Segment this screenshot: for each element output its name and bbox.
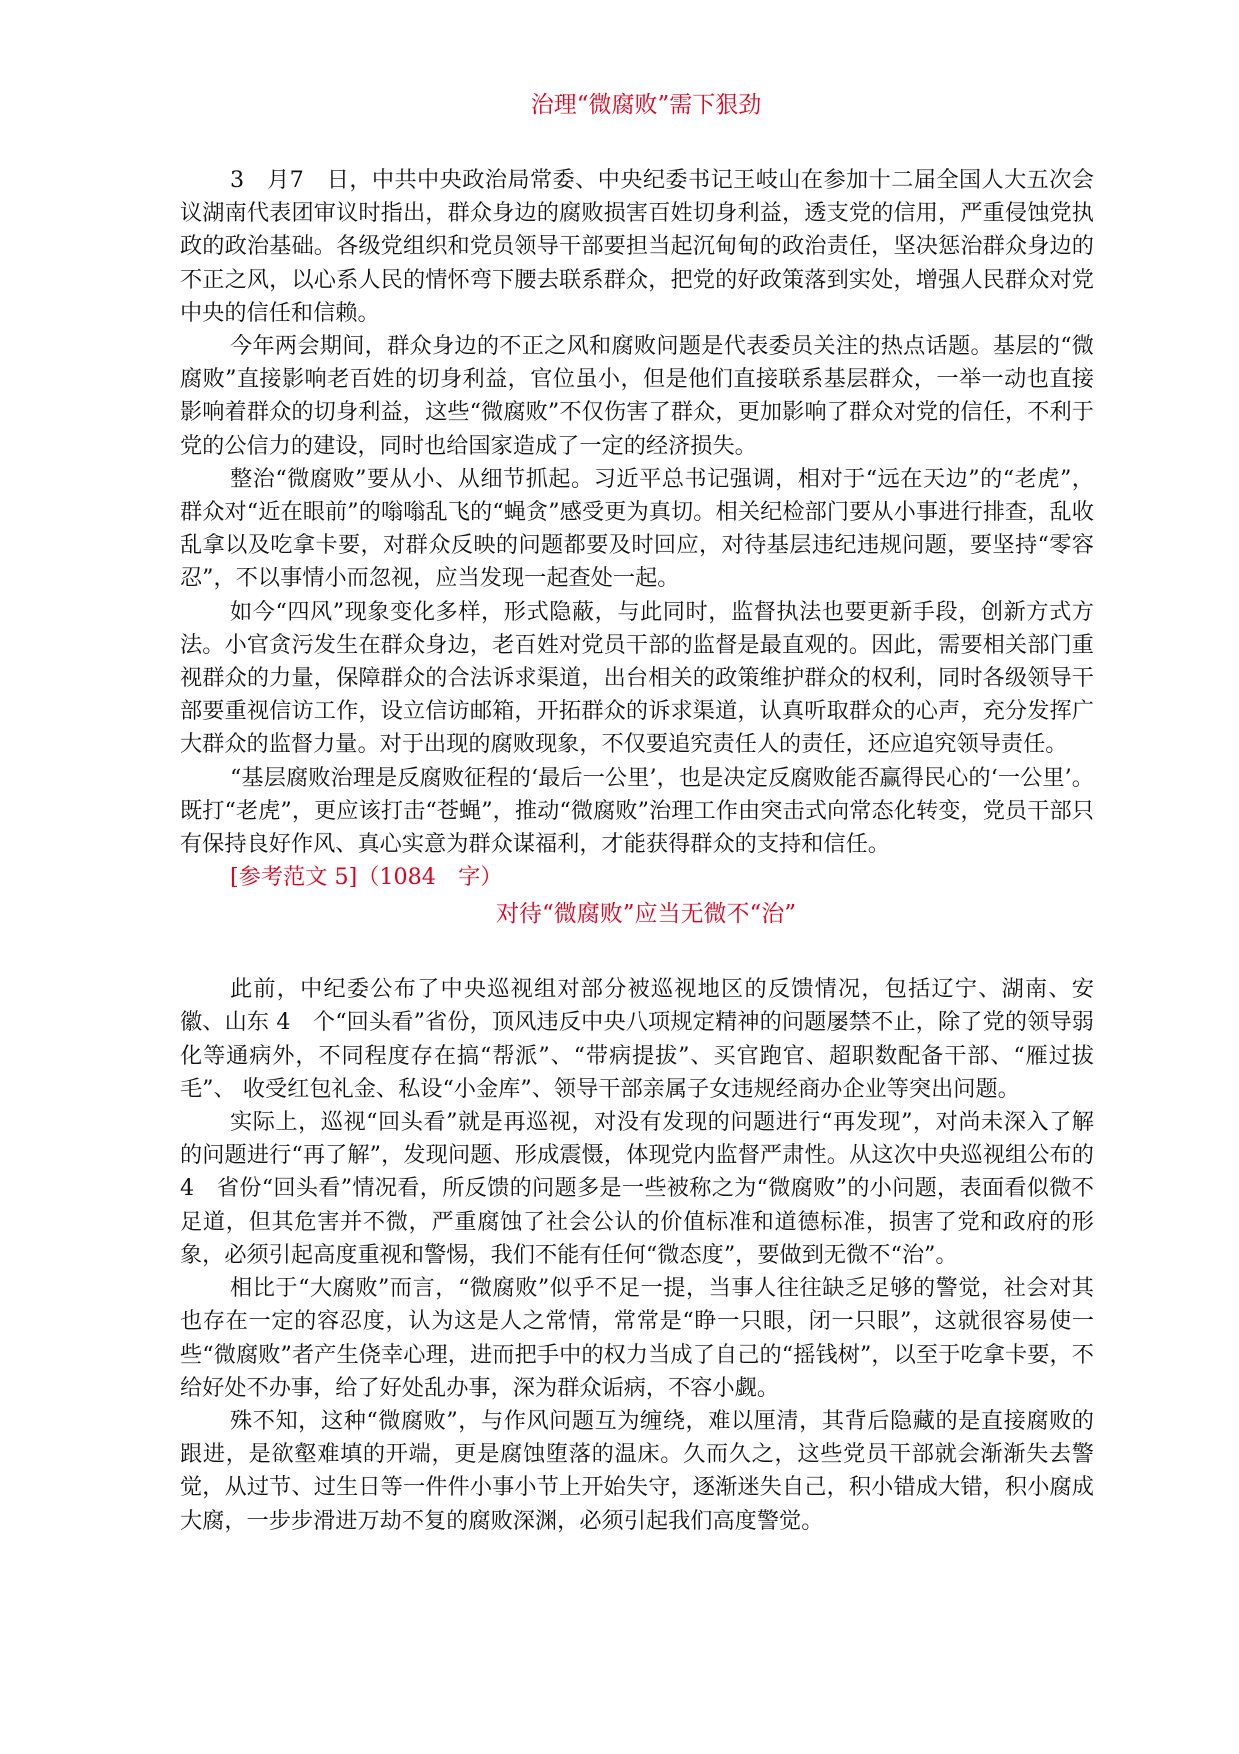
- article-1-title: 治理“微腐败”需下狠劲: [530, 92, 762, 118]
- document-page: [180, 84, 1094, 1538]
- article-1-paragraph-5: “基层腐败治理是反腐败征程的‘最后一公里’，也是决定反腐败能否赢得民心的‘一公里’。既打“老虎”，更应该打击“苍蝇”，推动“微腐败”治理工作由突击式向常态化转变，党员干部只有保持良好作风、真心实意为群众谋福利，才能获得群众的支持和信任。: [180, 764, 1094, 858]
- article-2-paragraph-2: 实际上，巡视“回头看”就是再巡视，对没有发现的问题进行“再发现”，对尚未深入了解的问题进行“再了解”，发现问题、形成震慑，体现党内监督严肃性。从这次中央巡视组公布的 4 省份“回头看”情况看，所反馈的问题多是一些被称之为“微腐败”的小问题，表面看似微不足道，但其危害并不微，严重腐蚀了社会公认的价值标准和道德标准，损害了党和政府的形象，必须引起高度重视和警惕，我们不能有任何“微态度”，要做到无微不“治”。: [180, 1109, 1094, 1268]
- article-1-paragraph-4: 如今“四风”现象变化多样，形式隐蔽，与此同时，监督执法也要更新手段，创新方式方法。小官贪污发生在群众身边，老百姓对党员干部的监督是最直观的。因此，需要相关部门重视群众的力量，保障群众的合法诉求渠道，出台相关的政策维护群众的权利，同时各级领导干部要重视信访工作，设立信访邮箱，开拓群众的诉求渠道，认真听取群众的心声，充分发挥广大群众的监督力量。对于出现的腐败现象，不仅要追究责任人的责任，还应追究领导责任。: [180, 598, 1094, 758]
- reference-label: [参考范文 5]（1084 字）: [230, 864, 503, 891]
- article-2-paragraph-1: 此前，中纪委公布了中央巡视组对部分被巡视地区的反馈情况，包括辽宁、湖南、安徽、山东 4 个“回头看”省份，顶风违反中央八项规定精神的问题屡禁不止，除了党的领导弱化等通病外，不同程度存在搞“帮派”、“带病提拔”、买官跑官、超职数配备干部、“雁过拔毛”、 收受红包礼金、私设“小金库”、领导干部亲属子女违规经商办企业等突出问题。: [180, 976, 1094, 1102]
- article-2-paragraph-4: 殊不知，这种“微腐败”，与作风问题互为缠绕，难以厘清，其背后隐藏的是直接腐败的跟进，是欲壑难填的开端，更是腐蚀堕落的温床。久而久之，这些党员干部就会渐渐失去警觉，从过节、过生日等一件件小事小节上开始失守，逐渐迷失自己，积小错成大错，积小腐成大腐，一步步滑进万劫不复的腐败深渊，必须引起我们高度警觉。: [180, 1407, 1094, 1534]
- article-1-paragraph-1: 3 月7 日，中共中央政治局常委、中央纪委书记王岐山在参加十二届全国人大五次会议湖南代表团审议时指出，群众身边的腐败损害百姓切身利益，透支党的信用，严重侵蚀党执政的政治基础。各级党组织和党员领导干部要担当起沉甸甸的政治责任，坚决惩治群众身边的不正之风，以心系人民的情怀弯下腰去联系群众，把党的好政策落到实处，增强人民群众对党中央的信任和信赖。: [180, 167, 1094, 326]
- article-2-paragraph-3: 相比于“大腐败”而言，“微腐败”似乎不足一提，当事人往往缺乏足够的警觉，社会对其也存在一定的容忍度，认为这是人之常情，常常是“睁一只眼，闭一只眼”，这就很容易使一些“微腐败”者产生侥幸心理，进而把手中的权力当成了自己的“摇钱树”，以至于吃拿卡要，不给好处不办事，给了好处乱办事，深为群众诟病，不容小觑。: [180, 1275, 1094, 1401]
- article-2-title: 对待“微腐败”应当无微不“治”: [495, 901, 797, 928]
- article-2-body: [180, 973, 1094, 1537]
- article-1-paragraph-2: 今年两会期间，群众身边的不正之风和腐败问题是代表委员关注的热点话题。基层的“微腐败”直接影响老百姓的切身利益，官位虽小，但是他们直接联系基层群众，一举一动也直接影响着群众的切身利益，这些“微腐败”不仅伤害了群众，更加影响了群众对党的信任，不利于党的公信力的建设，同时也给国家造成了一定的经济损失。: [180, 333, 1094, 459]
- article-1-paragraph-3: 整治“微腐败”要从小、从细节抓起。习近平总书记强调，相对于“远在天边”的“老虎”，群众对“近在眼前”的嗡嗡乱飞的“蝇贪”感受更为真切。相关纪检部门要从小事进行排查，乱收乱拿以及吃拿卡要，对群众反映的问题都要及时回应，对待基层违纪违规问题，要坚持“零容忍”，不以事情小而忽视，应当发现一起查处一起。: [180, 465, 1094, 592]
- article-1-body: [180, 164, 1094, 861]
